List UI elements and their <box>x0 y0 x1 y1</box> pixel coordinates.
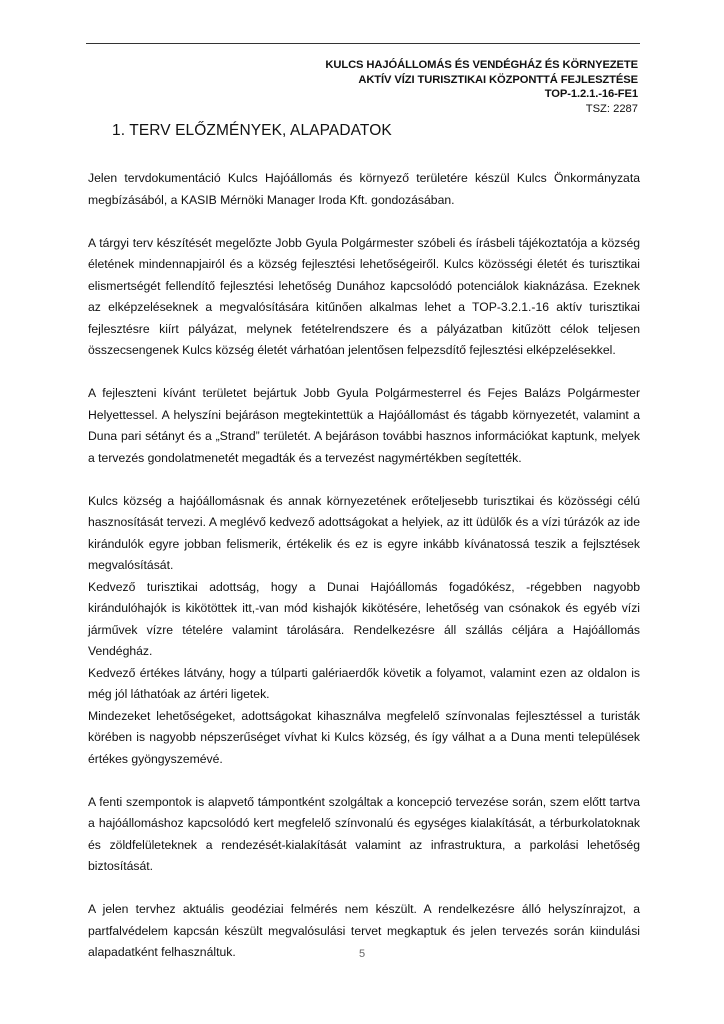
paragraph-opportunity: Mindezeket lehetőségeket, adottságokat kihasználva megfelelő színvonalas fejlesztéssel a turisták körében is nagyobb népszerűséget vívhat ki Kulcs község, és így válhat a a Duna menti települések értékes gyöngyszemévé. <box>88 708 640 766</box>
paragraph-plans: Kulcs község a hajóállomásnak és annak környezetének erőteljesebb turisztikai és közösségi célú hasznosítását tervezi. A meglévő kedvező adottságokat a helyiek, az itt üdülők és a vízi túrázók az ide kirándulók egyre jobban felismerik, értékelik és ez is egyre inkább kívánatossá teszik a fejlsztések megvalósítását. <box>88 493 640 572</box>
paragraph-survey: A jelen tervhez aktuális geodéziai felmérés nem készült. A rendelkezésre álló helyszínrajzot, a partfalvédelem kapcsán készült megvalósulási tervet megkaptuk és jelen tervezés során kiindulási alapadatként felhasználtuk. <box>88 902 640 959</box>
section-title: 1. TERV ELŐZMÉNYEK, ALAPADATOK <box>112 122 392 139</box>
paragraph-tourism-assets: Kedvező turisztikai adottság, hogy a Dunai Hajóállomás fogadókész, -régebben nagyobb kirándulóhajók is kikötöttek itt,-van mód kishajók kikötésére, lehetőség van csónakok és egyéb vízi járművek vízre tételére valamint tárolására. Rendelkezésre áll szállás céljára a Hajóállomás Vendégház. <box>88 579 640 658</box>
paragraph-background: A tárgyi terv készítését megelőzte Jobb Gyula Polgármester szóbeli és írásbeli tájékoztatója a község életének mindennapjairól és a község fejlesztési lehetőségeiről. Kulcs közösségi életét és turisztikai elismertségét fellendítő fejlesztési lehetőség Dunához kapcsolódó potenciálok kiaknázása. Ezeknek az elképzeléseknek a megvalósítására kitűnően alkalmas lehet a TOP-3.2.1.-16 aktív turisztikai fejlesztésre kiírt pályázat, melynek fetételrendszere és a pályázatban kitűzött célok teljesen összecsengenek Kulcs község életét várhatóan jelentősen felpezsdítő fejlesztési elképzelésekkel. <box>88 235 640 357</box>
document-header <box>325 58 638 116</box>
header-project-title: KULCS HAJÓÁLLOMÁS ÉS VENDÉGHÁZ ÉS KÖRNYEZETE <box>325 59 638 71</box>
paragraph-intro: Jelen tervdokumentáció Kulcs Hajóállomás és környező területére készül Kulcs Önkormányzata megbízásából, a KASIB Mérnöki Manager Iroda Kft. gondozásában. <box>88 171 640 207</box>
document-body <box>88 168 640 964</box>
page-number: 5 <box>358 948 366 960</box>
header-project-code: TOP-1.2.1.-16-FE1 <box>544 88 638 100</box>
paragraph-site-visit: A fejleszteni kívánt területet bejártuk Jobb Gyula Polgármesterrel és Fejes Balázs Polgármester Helyettessel. A helyszíni bejáráson megtekintettük a Hajóállomást és tágabb környezetét, valamint a Duna pari sétányt és a „Strand” területét. A bejáráson további hasznos információkat kaptunk, melyek a tervezés gondolatmenetét megadták és a tervezést nagymértékben segítették. <box>88 386 640 465</box>
header-tsz-number: TSZ: 2287 <box>585 102 638 115</box>
header-project-subtitle: AKTÍV VÍZI TURISZTIKAI KÖZPONTTÁ FEJLESZTÉSE <box>358 73 638 86</box>
paragraph-scenery: Kedvező értékes látvány, hogy a túlparti galériaerdők követik a folyamot, valamint ezen az oldalon is még jól láthatóak az ártéri ligetek. <box>88 665 640 701</box>
paragraph-concept: A fenti szempontok is alapvető támpontként szolgáltak a koncepció tervezése során, szem előtt tartva a hajóállomáshoz kapcsolódó kert megfelelő színvonalú és egységes kialakítását, a térburkolatoknak és zöldfelületeknek a rendezését-kialakítását valamint az infrastruktura, a parkolási lehetőség biztosítását. <box>88 794 640 873</box>
header-rule <box>86 43 640 44</box>
